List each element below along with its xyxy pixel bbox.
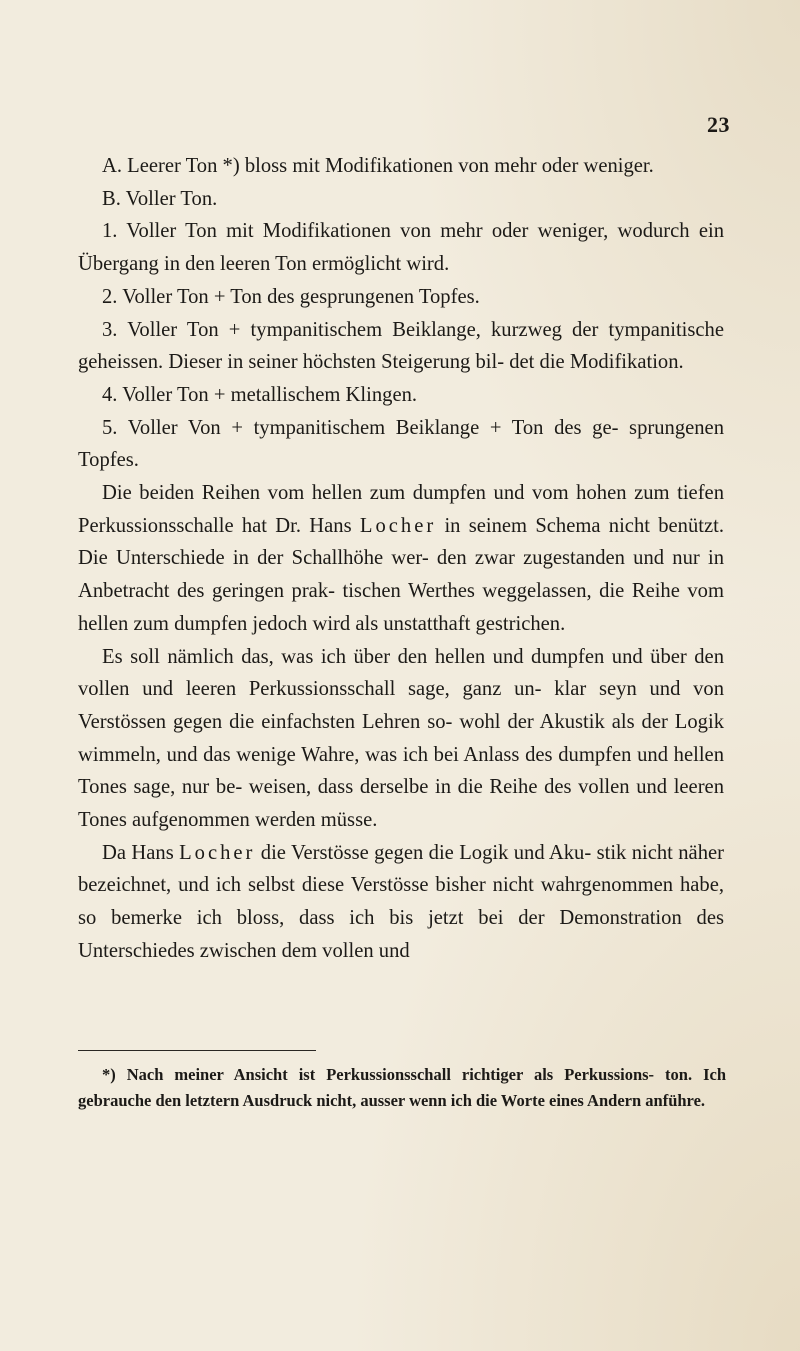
author-name: Locher	[359, 514, 437, 537]
paragraph-logik-start: Da Hans	[102, 841, 180, 864]
footnote-divider	[78, 1050, 316, 1051]
list-item-4: 4. Voller Ton + metallischem Klingen.	[102, 383, 418, 406]
paragraph-reihen-end: in seinem Schema nicht benützt. Die Unterschiede in der Schallhöhe wer- den zwar zugestanden und nur in Anbetracht des geringen prak- tischen Werthes weggelassen, die Reihe vom hellen zum dumpfen jedoch wird als unstatthaft gestrichen.	[78, 514, 724, 635]
author-name-2: Locher	[179, 841, 256, 864]
footnote-text: *) Nach meiner Ansicht ist Perkussionsschall richtiger als Perkussions- ton. Ich gebrauche den letztern Ausdruck nicht, ausser wenn ich die Worte eines Andern anführe.	[78, 1065, 726, 1110]
paragraph-b: B. Voller Ton.	[102, 187, 218, 210]
list-item-5: 5. Voller Von + tympanitischem Beiklange + Ton des ge- sprungenen Topfes.	[78, 416, 724, 472]
paragraph-logik	[78, 837, 724, 968]
paragraph-verstoesse: Es soll nämlich das, was ich über den hellen und dumpfen und über den vollen und leeren Perkussionsschall sage, ganz un- klar seyn und von Verstössen gegen die einfachsten Lehren so- wohl der Akustik als der Logik wimmeln, und das wenige Wahre, was ich bei Anlass des dumpfen und hellen Tones sage, nur be- weisen, dass derselbe in die Reihe des vollen und leeren Tones aufgenommen werden müsse.	[78, 645, 724, 832]
list-item-3: 3. Voller Ton + tympanitischem Beiklange, kurzweg der tympanitische geheissen. Dieser in seiner höchsten Steigerung bil- det die Modifikation.	[78, 318, 724, 374]
paragraph-logik-end: die Verstösse gegen die Logik und Aku- stik nicht näher bezeichnet, und ich selbst diese Verstösse bisher nicht wahrgenommen habe, so bemerke ich bloss, dass ich bis jetzt bei der Demonstration des Unterschiedes zwischen dem vollen und	[78, 841, 724, 962]
body-text	[78, 150, 724, 968]
list-item-2: 2. Voller Ton + Ton des gesprungenen Topfes.	[102, 285, 480, 308]
list-item-1: 1. Voller Ton mit Modifikationen von mehr oder weniger, wodurch ein Übergang in den leeren Ton ermöglicht wird.	[78, 220, 724, 276]
paragraph-reihen-start: Die beiden Reihen vom hellen zum dumpfen und vom hohen zum tiefen Perkussionsschalle hat Dr. Hans	[78, 482, 724, 537]
paragraph-a: A. Leerer Ton *) bloss mit Modifikationen von mehr oder weniger.	[102, 155, 654, 177]
footnote	[78, 1062, 726, 1113]
paragraph-reihen	[78, 477, 724, 641]
page-number: 23	[707, 112, 730, 137]
